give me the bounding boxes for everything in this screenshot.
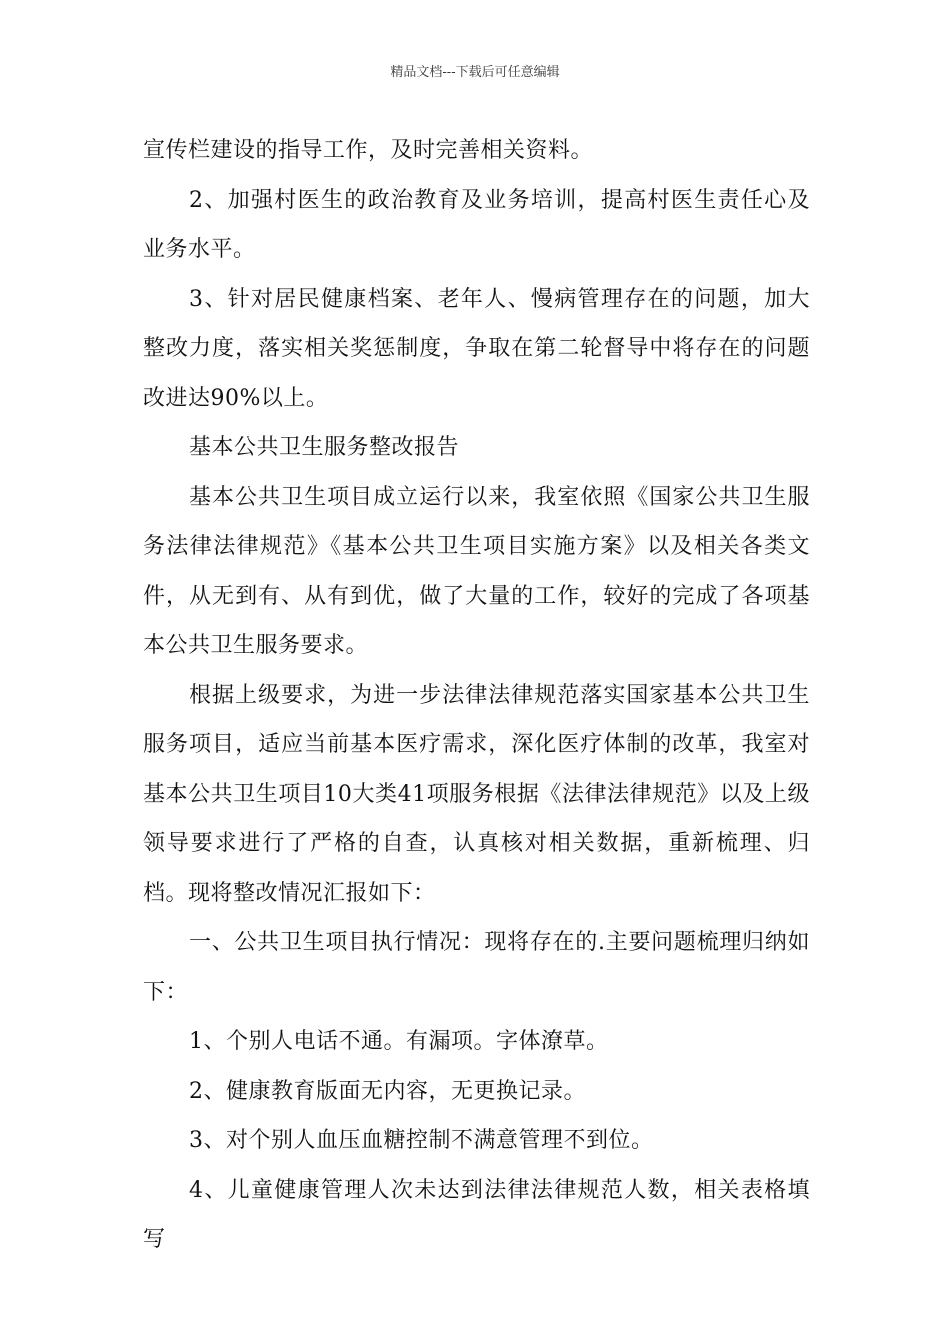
list-item-4: 4、儿童健康管理人次未达到法律法律规范人数，相关表格填写 <box>143 1177 810 1252</box>
paragraph-item-3: 3、针对居民健康档案、老年人、慢病管理存在的问题，加大整改力度，落实相关奖惩制度，争取在第二轮督导中将存在的问题改进达90%以上。 <box>143 286 810 411</box>
paragraph-continuation: 宣传栏建设的指导工作，及时完善相关资料。 <box>143 138 594 163</box>
list-item-1: 1、个别人电话不通。有漏项。字体潦草。 <box>189 1029 609 1054</box>
section-title: 基本公共卫生服务整改报告 <box>189 435 460 460</box>
paragraph-intro: 基本公共卫生项目成立运行以来，我室依照《国家公共卫生服务法律法律规范》《基本公共卫生项目实施方案》以及相关各类文件，从无到有、从有到优，做了大量的工作，较好的完成了各项基本公共卫生服务要求。 <box>143 484 810 658</box>
document-body <box>143 126 810 1265</box>
paragraph-item-2: 2、加强村医生的政治教育及业务培训，提高村医生责任心及业务水平。 <box>143 187 810 262</box>
list-item-3: 3、对个别人血压血糖控制不满意管理不到位。 <box>189 1128 654 1153</box>
page-header: 精品文档---下载后可任意编辑 <box>390 65 560 80</box>
list-item-2: 2、健康教育版面无内容，无更换记录。 <box>189 1078 586 1104</box>
paragraph-requirements: 根据上级要求，为进一步法律法律规范落实国家基本公共卫生服务项目，适应当前基本医疗需求，深化医疗体制的改革，我室对基本公共卫生项目10大类41项服务根据《法律法律规范》以及上级领导要求进行了严格的自查，认真核对相关数据，重新梳理、归档。现将整改情况汇报如下： <box>143 682 810 906</box>
paragraph-section-one: 一、公共卫生项目执行情况：现将存在的.主要问题梳理归纳如下： <box>143 930 810 1005</box>
